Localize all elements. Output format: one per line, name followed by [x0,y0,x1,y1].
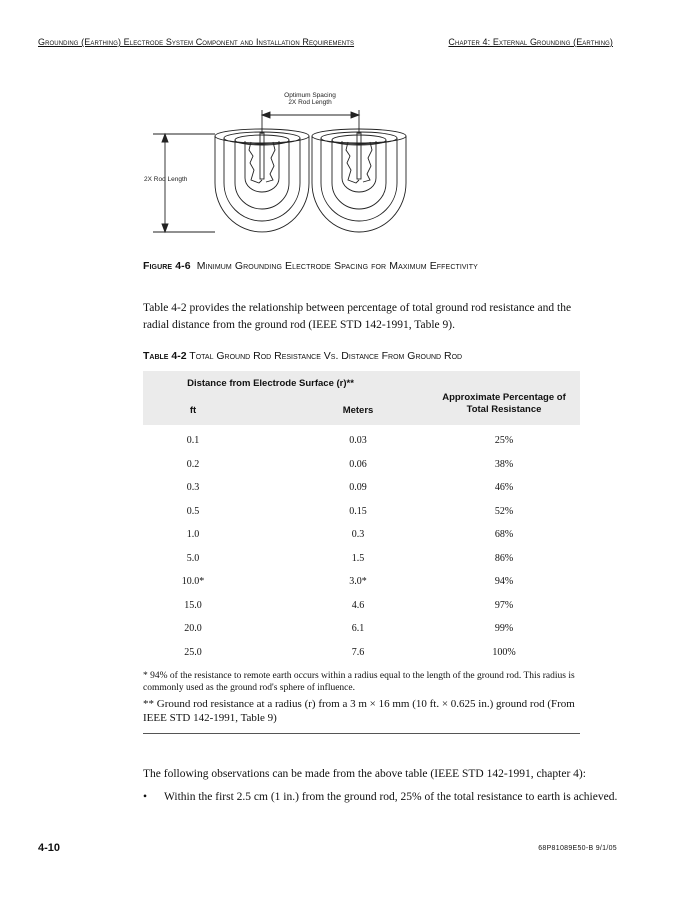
optimum-spacing-label [270,92,350,106]
cell-ft: 25.0 [184,646,202,658]
table-caption [143,350,462,362]
cell-percentage: 86% [494,552,514,564]
distance-group-header: Distance from Electrode Surface (r)** [187,378,354,389]
table-row [143,547,580,571]
cell-meters: 0.09 [349,482,367,493]
table-title: Total Ground Rod Resistance Vs. Distance From Ground Rod [189,350,463,362]
figure-caption [143,260,478,272]
optimum-spacing-line1: Optimum Spacing [284,92,336,99]
cell-percentage: 94% [494,576,514,587]
cell-ft: 0.1 [186,435,200,446]
cell-meters: 4.6 [351,599,365,611]
cell-ft: 20.0 [184,623,202,634]
column-header-meters: Meters [342,405,374,416]
table-row [143,429,580,453]
cell-meters: 3.0* [349,576,367,587]
cell-meters: 6.1 [351,623,365,634]
table-row [143,570,580,594]
cell-percentage: 38% [494,458,514,470]
percentage-header-line2: Total Resistance [466,404,542,415]
electrode-spacing-diagram-icon [135,88,435,248]
footnote-single-asterisk: * 94% of the resistance to remote earth occurs within a radius equal to the length of the ground rod. This radius is commonly used as the ground rod's sphere of influence. [143,671,575,693]
cell-percentage: 99% [494,623,514,634]
table-row [143,617,580,641]
cell-percentage: 25% [494,435,514,446]
cell-percentage: 97% [494,599,514,611]
percentage-header-line1: Approximate Percentage of [442,392,566,403]
cell-ft: 0.5 [186,505,200,517]
table-row [143,523,580,547]
table-row [143,594,580,618]
cell-percentage: 100% [492,646,516,658]
rod-length-label: 2X Rod Length [144,176,188,183]
resistance-table [143,371,580,734]
cell-ft: 1.0 [186,529,200,540]
cell-meters: 0.3 [351,529,365,540]
figure-number: Figure 4-6 [143,260,191,272]
cell-ft: 10.0* [181,576,205,587]
page-number: 4-10 [38,842,61,854]
table-body [143,425,580,664]
cell-ft: 5.0 [186,552,200,564]
cell-percentage: 68% [494,529,514,540]
bullet-text: Within the first 2.5 cm (1 in.) from the ground rod, 25% of the total resistance to earth is achieved. [164,791,618,803]
cell-meters: 7.6 [351,646,365,658]
table-header [143,371,580,425]
header-right: Chapter 4: External Grounding (Earthing) [448,37,613,47]
table-row [143,500,580,524]
table-number: Table 4-2 [143,350,187,362]
cell-percentage: 52% [494,505,514,517]
figure-title: Minimum Grounding Electrode Spacing for Maximum Effectivity [196,260,478,272]
table-row [143,453,580,477]
observations-paragraph: The following observations can be made from the above table (IEEE STD 142-1991, chapter 4): [143,768,586,780]
table-row [143,476,580,500]
cell-ft: 15.0 [184,599,202,611]
table-bottom-rule [143,733,580,734]
cell-ft: 0.3 [186,482,200,493]
optimum-spacing-line2: 2X Rod Length [288,99,332,106]
cell-meters: 0.06 [349,458,367,470]
column-header-percentage [429,392,579,416]
table-row [143,641,580,665]
cell-meters: 0.03 [349,435,367,446]
running-header [38,37,613,47]
cell-meters: 0.15 [349,505,367,517]
bullet-icon: • [143,791,148,803]
footnote-double-asterisk: ** Ground rod resistance at a radius (r) from a 3 m × 16 mm (10 ft. × 0.625 in.) ground rod (From IEEE STD 142-1991, Table 9) [143,698,575,724]
cell-ft: 0.2 [186,458,200,470]
table-notes [143,670,580,725]
cell-percentage: 46% [494,482,514,493]
cell-meters: 1.5 [351,552,365,564]
grounding-electrode-figure [135,88,435,248]
document-id: 68P81089E50-B 9/1/05 [538,845,617,852]
column-header-ft: ft [189,405,197,416]
header-left: Grounding (Earthing) Electrode System Component and Installation Requirements [38,37,355,47]
intro-paragraph: Table 4-2 provides the relationship between percentage of total ground rod resistance and the radial distance from the ground rod (IEEE STD 142-1991, Table 9). [143,302,572,331]
